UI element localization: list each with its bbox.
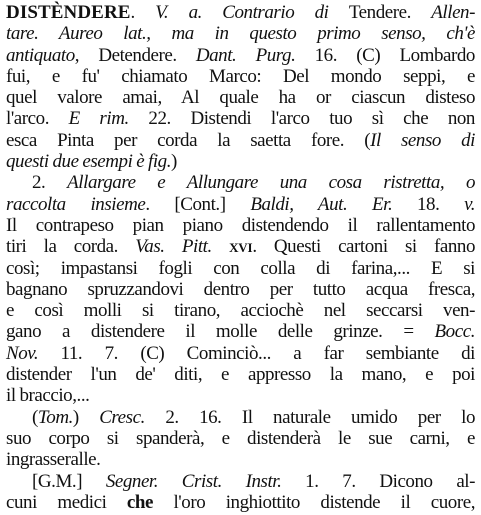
text-segment: antiquato (6, 44, 75, 66)
text-line (6, 23, 475, 44)
text-line (6, 194, 475, 215)
text-segment: e così molli si tirano, acciochè nel seccarsi ven- (6, 300, 475, 322)
text-line (6, 66, 475, 87)
text-segment: bagnano spruzzandovi dentro per tutto acqua fresca, (6, 278, 475, 300)
text-segment: che (126, 491, 153, 513)
text-line (6, 215, 475, 236)
text-segment: il braccio,... (6, 385, 90, 407)
text-segment: 11. 7. (C) Cominciò... a far sembiante di (38, 342, 475, 364)
text-line (6, 492, 475, 513)
text-segment: ) (171, 151, 177, 173)
text-segment: Segner. Crist. Instr. (105, 470, 282, 492)
text-segment: gano a distendere il molle delle grinze. = (6, 321, 435, 343)
text-segment (212, 236, 229, 257)
text-line (6, 449, 475, 470)
text-line (6, 151, 475, 172)
text-segment: DISTÈNDERE (6, 2, 131, 23)
text-segment: fui, e fu' chiamato Marco: Del mondo seppi, e (6, 65, 475, 87)
text-line (6, 364, 475, 385)
text-segment: 2. (32, 172, 68, 194)
text-segment: 1. 7. Dicono al- (281, 470, 476, 492)
text-segment: V. a. Contrario di (155, 2, 349, 23)
text-line (6, 2, 475, 23)
text-segment: 22. Distendi l'arco tuo sì che non (128, 108, 475, 130)
text-line (6, 172, 475, 193)
text-segment: ingrasseralle. (6, 449, 101, 471)
text-line (6, 45, 475, 66)
text-segment: Allargare e Allungare una cosa ristretta, o (67, 172, 476, 194)
text-line (6, 236, 475, 257)
text-segment: Vas. Pitt. (135, 236, 212, 258)
text-line (6, 321, 475, 342)
text-line (6, 428, 475, 449)
text-segment: Bocc. (434, 321, 475, 343)
text-segment: l'arco. (6, 108, 69, 130)
text-segment: . (406, 2, 432, 23)
text-segment: l'oro inghiottito distende il cuore, (152, 491, 476, 513)
text-segment: Tendere (348, 2, 407, 23)
text-segment: ) (72, 406, 100, 428)
text-segment: così; impastansi fogli con colla di farina,... E si (6, 257, 475, 279)
text-segment: [G.M.] (32, 470, 106, 492)
text-segment: suo corpo si spanderà, e distenderà le sue carni, e (6, 427, 475, 449)
text-segment: Cresc. (99, 406, 145, 428)
text-segment: questi due esempi è fig. (6, 151, 172, 173)
text-line (6, 407, 475, 428)
text-segment: 2. 16. Il naturale umido per lo (144, 406, 475, 428)
text-segment: Dant. Purg. (195, 44, 296, 66)
text-segment: distender l'un de' diti, e appresso la mano, e poi (6, 364, 475, 386)
text-segment: Tom. (37, 406, 73, 428)
text-segment: tare. Aureo lat., ma in questo primo senso, ch'è (6, 23, 475, 45)
text-segment: v. (464, 193, 475, 215)
text-segment: 16. (C) Lombardo (295, 44, 475, 66)
text-segment: Il senso di (370, 129, 476, 151)
text-line (6, 108, 475, 129)
text-segment: . (130, 2, 156, 23)
text-segment: Nov. (6, 342, 39, 364)
text-segment: Il contrapeso pian piano distendendo il rallentamento (6, 214, 475, 236)
text-line (6, 258, 475, 279)
text-segment: cuni medici (6, 491, 127, 513)
text-line (6, 471, 475, 492)
text-segment: 18. (392, 193, 465, 215)
text-line (6, 279, 475, 300)
text-line (6, 300, 475, 321)
text-line (6, 130, 475, 151)
text-line (6, 87, 475, 108)
text-segment: raccolta insieme (6, 193, 146, 215)
text-segment: . [Cont.] (145, 193, 251, 215)
text-segment: quel valore amai, Al quale ha or ciascun disteso (6, 87, 475, 109)
text-segment: tiri la corda. (6, 236, 136, 258)
text-segment: xvi (229, 236, 253, 258)
text-segment: E rim. (68, 108, 129, 130)
text-segment: ( (32, 406, 38, 428)
text-line (6, 385, 475, 406)
text-line (6, 343, 475, 364)
text-segment: Baldi, Aut. Er. (250, 193, 393, 215)
text-segment: . Questi cartoni si fanno (252, 236, 475, 258)
dictionary-entry-distendere (6, 2, 475, 513)
text-segment: , Detendere. (74, 44, 196, 66)
text-segment: esca Pinta per corda la saetta fore. ( (6, 129, 371, 151)
text-segment: Allen- (431, 2, 475, 23)
